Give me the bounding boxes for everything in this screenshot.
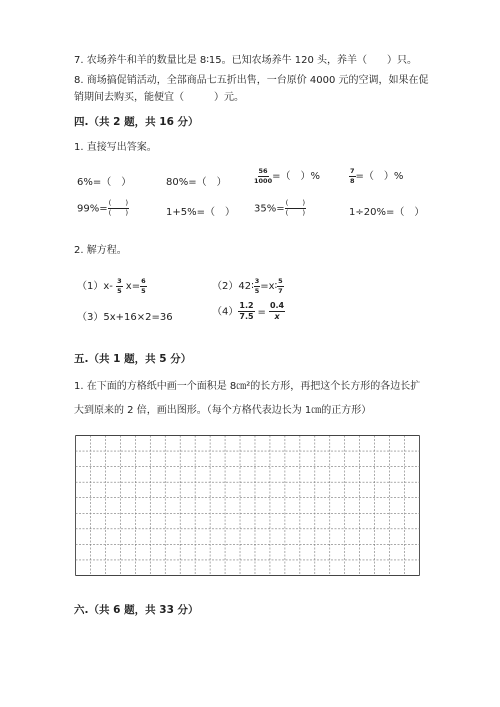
- fraction-denominator: x: [274, 312, 280, 321]
- calc-lead: 99%=: [77, 203, 108, 215]
- section-5-heading: 五.（共 1 题，共 5 分）: [74, 353, 192, 365]
- section-5-q1-line1: 1. 在下面的方格纸中画一个面积是 8㎝²的长方形，再把这个长方形的各边长扩: [74, 381, 421, 392]
- equation-2: [212, 277, 284, 294]
- calc-tail: =（ ）%: [272, 171, 320, 182]
- fraction-numerator: 1.2: [239, 301, 254, 310]
- section-5-q1-line2: 大到原来的 2 倍，画出图形。（每个方格代表边长为 1㎝的正方形）: [74, 405, 372, 416]
- fraction-numerator: 5: [278, 277, 283, 285]
- fraction-denominator: 5: [117, 286, 122, 295]
- equation-3: （3）5x+16×2=36: [77, 312, 173, 323]
- equation-mid: =x∶: [260, 281, 278, 292]
- fraction-denominator: 7: [278, 286, 283, 295]
- calc-7-over-8: [349, 167, 403, 184]
- equation-1: [77, 277, 147, 294]
- calc-35-percent: [254, 200, 306, 217]
- square-grid-paper[interactable]: [75, 435, 420, 576]
- calc-6-percent: 6%=（ ）: [77, 177, 132, 188]
- fraction-numerator: 0.4: [269, 301, 285, 310]
- equation-4: [212, 302, 285, 321]
- fraction-denominator: 7.5: [239, 312, 254, 321]
- section-6-heading: 六.（共 6 题，共 33 分）: [74, 604, 199, 616]
- section-4-q1-title: 1. 直接写出答案。: [74, 142, 157, 153]
- calc-tail: =（ ）%: [355, 171, 404, 182]
- fraction-numerator: 6: [141, 277, 146, 285]
- calc-99-percent: [77, 200, 129, 217]
- question-8-line1: 8. 商场搞促销活动，全部商品七五折出售，一台原价 4000 元的空调，如果在促: [74, 75, 429, 86]
- equation-mid: =: [257, 306, 266, 318]
- calc-1-plus-5-percent: 1+5%=（ ）: [166, 207, 235, 218]
- fraction-numerator: 3: [254, 277, 260, 285]
- question-7: 7. 农场养牛和羊的数量比是 8∶15。已知农场养牛 120 头，养羊（ ）只。: [74, 55, 418, 66]
- calc-lead: 35%=: [254, 203, 285, 215]
- fraction-numerator: 56: [258, 167, 268, 175]
- grid-lines: [75, 435, 420, 576]
- fraction-numerator: 3: [117, 277, 122, 285]
- question-8-line2: 销期间去购买，能便宜（ ）元。: [74, 92, 244, 103]
- fraction-denominator: 8: [350, 176, 355, 185]
- fraction-denominator: 1000: [254, 176, 273, 185]
- blank-denominator: ( ): [285, 209, 306, 217]
- fraction-denominator: 5: [141, 286, 146, 295]
- equation-lead: （4）: [212, 306, 239, 318]
- calc-1-div-20-percent: 1÷20%=（ ）: [349, 207, 425, 218]
- equation-lead: （2）42∶: [212, 281, 254, 292]
- blank-numerator: ( ): [108, 199, 129, 207]
- fraction-numerator: 7: [350, 167, 355, 175]
- section-4-heading: 四.（共 2 题，共 16 分）: [74, 116, 199, 128]
- calc-56-over-1000: [254, 167, 320, 184]
- calc-80-percent: 80%=（ ）: [166, 177, 227, 188]
- blank-numerator: ( ): [285, 199, 306, 207]
- fraction-denominator: 5: [254, 286, 260, 295]
- section-4-q2-title: 2. 解方程。: [74, 245, 127, 256]
- blank-denominator: ( ): [108, 209, 129, 217]
- equation-lead: （1）x-: [77, 281, 113, 292]
- equation-mid: x=: [125, 281, 141, 292]
